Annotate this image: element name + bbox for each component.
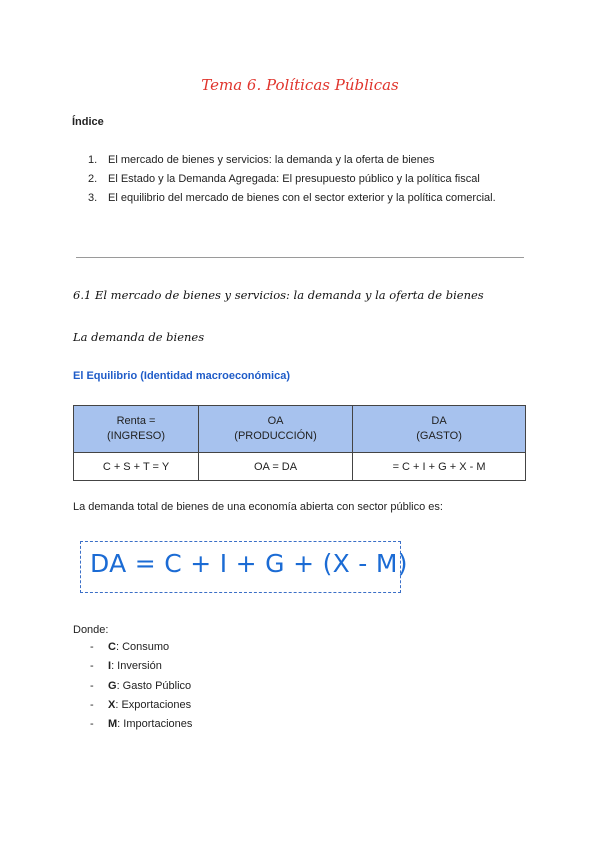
header-cell (353, 406, 526, 453)
header-line: OA (267, 415, 284, 427)
where-label: Donde: (73, 624, 109, 636)
paragraph: La demanda total de bienes de una economía abierta con sector público es: (73, 501, 443, 513)
header-line: (PRODUCCIÓN) (234, 430, 317, 442)
formula: DA = C + I + G + (X - M) (90, 549, 408, 578)
dash-bullet: - (90, 679, 94, 692)
list-item (90, 677, 192, 696)
symbol: C (108, 641, 116, 653)
toc-text: El equilibrio del mercado de bienes con el sector exterior y la política comercial. (108, 192, 496, 204)
toc-item (88, 170, 528, 189)
toc-item (88, 151, 528, 170)
table-cell: C + S + T = Y (74, 453, 199, 481)
header-cell (74, 406, 199, 453)
section-heading: 6.1 El mercado de bienes y servicios: la demanda y la oferta de bienes (73, 288, 484, 302)
equilibrium-table (73, 405, 526, 481)
definition: : Exportaciones (115, 698, 192, 711)
dash-bullet: - (90, 698, 94, 711)
toc-text: El Estado y la Demanda Agregada: El presupuesto público y la política fiscal (108, 173, 480, 185)
toc-number: 3. (88, 192, 98, 204)
symbol: M (108, 718, 118, 731)
page-title: Tema 6. Políticas Públicas (201, 76, 399, 94)
dash-bullet: - (90, 660, 94, 673)
symbol: G (108, 679, 117, 692)
dash-bullet: - (90, 718, 94, 731)
toc-number: 2. (88, 173, 98, 185)
table-row (74, 453, 526, 481)
definition: : Consumo (115, 641, 170, 653)
header-line: (INGRESO) (106, 430, 166, 442)
header-line: (GASTO) (416, 430, 462, 442)
symbol: X (108, 698, 116, 711)
header-line: DA (431, 415, 447, 427)
index-label: Índice (72, 116, 104, 128)
list-item (90, 638, 192, 657)
header-line: Renta = (116, 415, 156, 427)
header-cell (199, 406, 353, 453)
definition: : Gasto Público (116, 679, 192, 692)
definition-list (90, 638, 192, 734)
table-header-row (74, 406, 526, 453)
toc-text: El mercado de bienes y servicios: la demanda y la oferta de bienes (108, 154, 435, 166)
symbol: I (108, 660, 112, 673)
definition: : Inversión (111, 660, 162, 673)
divider (76, 257, 524, 258)
equilibrium-heading: El Equilibrio (Identidad macroeconómica) (73, 370, 290, 382)
sub-heading: La demanda de bienes (73, 330, 205, 344)
toc-number: 1. (88, 154, 98, 166)
list-item (90, 657, 192, 676)
list-item (90, 696, 192, 715)
dash-bullet: - (90, 641, 94, 653)
toc-item (88, 189, 528, 208)
definition: : Importaciones (117, 718, 193, 731)
table-cell: = C + I + G + X - M (353, 453, 526, 481)
table-cell: OA = DA (199, 453, 353, 481)
list-item (90, 715, 192, 734)
table-of-contents (88, 151, 528, 208)
